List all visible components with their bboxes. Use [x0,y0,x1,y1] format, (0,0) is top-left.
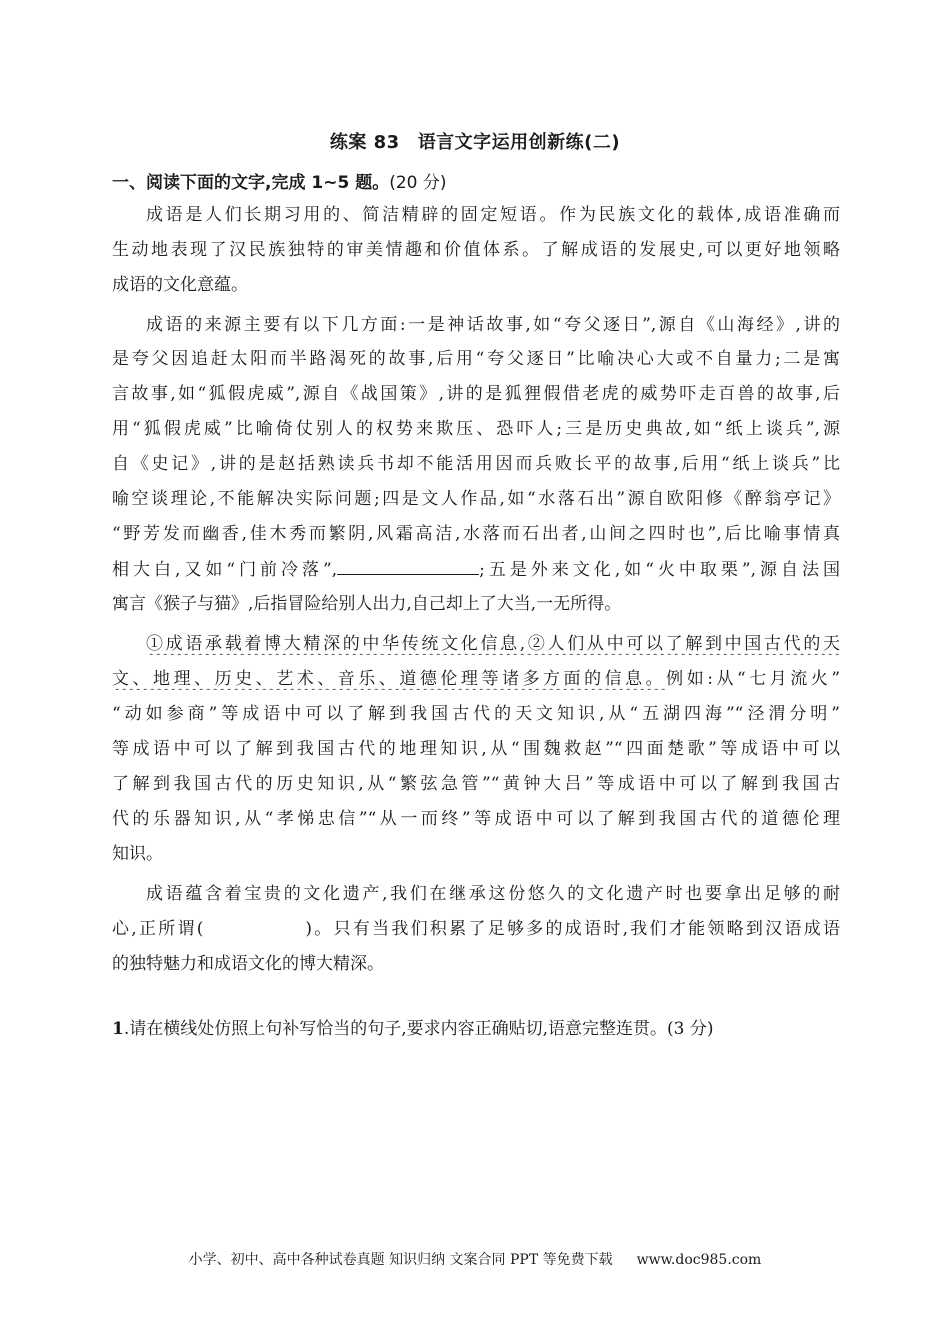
fill-in-blank[interactable] [337,558,479,575]
text-line: 的独特魅力和成语文化的博大精深。 [112,954,384,974]
text-line: 寓言《猴子与猫》,后指冒险给别人出力,自己却上了大当,一无所得。 [112,594,622,614]
text-line: 用“狐假虎威”比喻倚仗别人的权势来欺压、恐吓人;三是历史典故,如“纸上谈兵”,源 [112,419,840,439]
text-segment: 心,正所谓( [112,919,204,939]
text-line: 言故事,如“狐假虎威”,源自《战国策》,讲的是狐狸假借老虎的威势吓走百兽的故事,后 [112,384,840,404]
text-line-with-blank [112,558,840,581]
section-instruction: 一、阅读下面的文字,完成 1~5 题。 [112,173,390,193]
text-segment: ;五是外来文化,如“火中取栗”,源自法国 [479,560,840,580]
text-line: 等成语中可以了解到我国古代的地理知识,从“围魏救赵”“四面楚歌”等成语中可以 [112,739,840,759]
text-segment: 相大白,又如“门前冷落”, [112,560,338,580]
text-line: 成语的文化意蕴。 [112,275,248,295]
footer-url[interactable]: www.doc985.com [636,1252,762,1268]
text-line-with-paren-blank [112,918,840,940]
section-points: (20 分) [389,173,447,193]
text-line [112,668,840,690]
exercise-number: 练案 83 [329,132,400,153]
exercise-topic: 语言文字运用创新练(二) [417,132,621,153]
text-segment: )。只有当我们积累了足够多的成语时,我们才能领略到汉语成语 [305,919,840,939]
text-line: 喻空谈理论,不能解决实际问题;四是文人作品,如“水落石出”源自欧阳修《醉翁亭记》 [112,489,840,509]
section-heading [112,168,447,193]
question-text: .请在横线处仿照上句补写恰当的句子,要求内容正确贴切,语意完整连贯。(3 分) [123,1019,714,1039]
wavy-underlined-text: ①成语承载着博大精深的中华传统文化信息,②人们从中可以了解到中国古代的天 [146,634,840,654]
text-line: 成语的来源主要有以下几方面:一是神话故事,如“夸父逐日”,源自《山海经》,讲的 [146,315,840,335]
page-title [0,128,950,154]
text-line: “野芳发而幽香,佳木秀而繁阴,风霜高洁,水落而石出者,山间之四时也”,后比喻事情真 [112,524,840,544]
text-line: 生动地表现了汉民族独特的审美情趣和价值体系。了解成语的发展史,可以更好地领略 [112,240,840,260]
wavy-underlined-text: 文、地理、历史、艺术、音乐、道德伦理等诸多方面的信息。 [112,669,667,689]
footer-text: 小学、初中、高中各种试卷真题 知识归纳 文案合同 PPT 等免费下载 [188,1252,613,1268]
text-line: “动如参商”等成语中可以了解到我国古代的天文知识,从“五湖四海”“泾渭分明” [112,704,840,724]
page-footer [0,1249,950,1269]
text-segment: 例如:从“七月流火” [666,669,840,689]
text-line: 代的乐器知识,从“孝悌忠信”“从一而终”等成语中可以了解到我国古代的道德伦理 [112,809,840,829]
text-line: 了解到我国古代的历史知识,从“繁弦急管”“黄钟大吕”等成语中可以了解到我国古 [112,774,840,794]
text-line: 知识。 [112,844,163,864]
text-line: 成语蕴含着宝贵的文化遗产,我们在继承这份悠久的文化遗产时也要拿出足够的耐 [146,884,840,904]
question-number: 1 [112,1019,124,1039]
text-line: 自《史记》,讲的是赵括熟读兵书却不能活用因而兵败长平的故事,后用“纸上谈兵”比 [112,454,840,474]
question-1 [112,1018,714,1040]
text-line [146,633,840,655]
text-line: 是夸父因追赶太阳而半路渴死的故事,后用“夸父逐日”比喻决心大或不自量力;二是寓 [112,349,840,369]
text-line: 成语是人们长期习用的、简洁精辟的固定短语。作为民族文化的载体,成语准确而 [146,205,840,225]
